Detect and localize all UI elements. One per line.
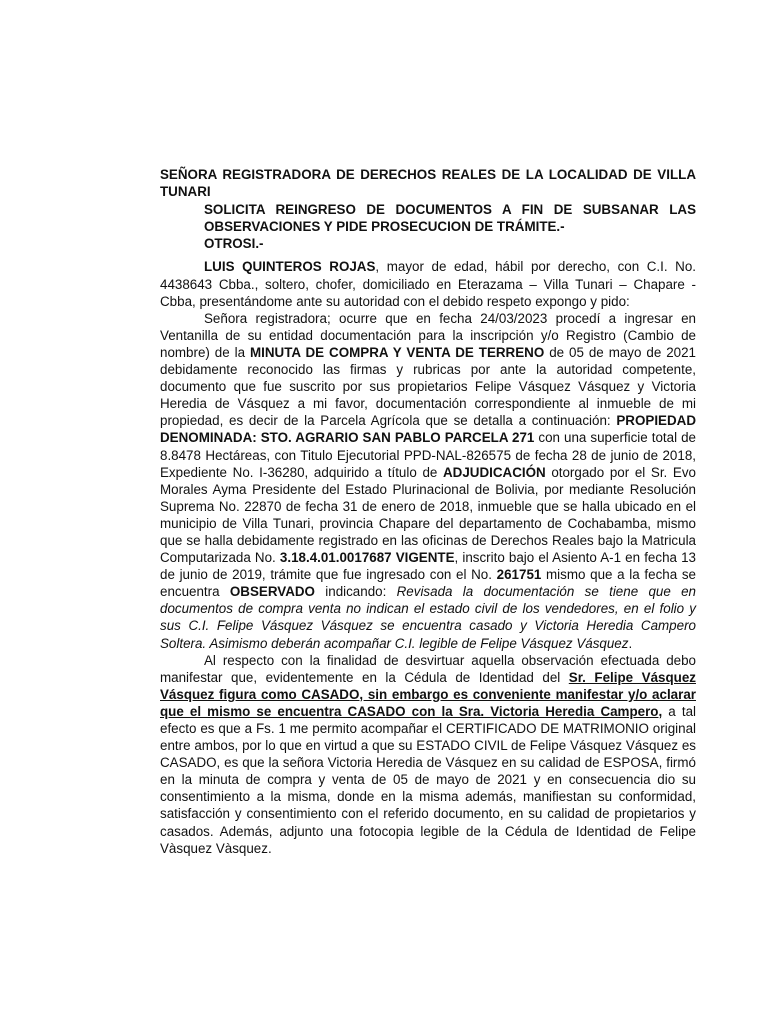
document-body [160, 166, 696, 857]
sumilla-request: SOLICITA REINGRESO DE DOCUMENTOS A FIN DE SUBSANAR LAS OBSERVACIONES Y PIDE PROSECUCION DE TRÁMITE.- [204, 202, 696, 235]
sumilla-otrosi: OTROSI.- [204, 236, 264, 252]
paragraph-intro [160, 258, 696, 309]
facts-text: indicando: [314, 584, 397, 600]
facts-text: mismo que a la fecha se encuentra [160, 567, 696, 600]
facts-text: . [628, 635, 633, 651]
facts-italic-observation: Revisada la documentación se tiene que en documentos de compra venta no indican el estado civil de los vendedores, en el folio y sus C.I. Felipe Vásquez Vásquez se encuentra casado y Victoria Heredia Campero Soltera. Asimismo deberán acompañar C.I. legible de Felipe Vásquez Vásquez [160, 584, 696, 651]
facts-text: Señora registradora; ocurre que en fecha 24/03/2023 procedí a ingresar en Ventanilla de su entidad documentación para la inscripción y/o Registro (Cambio de nombre) de la [160, 310, 696, 360]
facts-bold-observado: OBSERVADO [229, 584, 315, 600]
facts-text: , inscrito bajo el Asiento A-1 en fecha 13 de junio de 2019, trámite que fue ingresado con el No. [160, 550, 696, 583]
facts-bold-property: PROPIEDAD DENOMINADA: STO. AGRARIO SAN PABLO PARCELA 271 [160, 413, 696, 446]
facts-bold-minuta: MINUTA DE COMPRA Y VENTA DE TERRENO [250, 344, 545, 360]
facts-text: otorgado por el Sr. Evo Morales Ayma Presidente del Estado Plurinacional de Bolivia, por mediante Resolución Suprema No. 22870 de fecha 31 de enero de 2018, inmueble que se halla ubicado en el municipio de Villa Tunari, provincia Chapare del departamento de Cochabamba, mismo que se halla debidamente registrado en las oficinas de Derechos Reales bajo la Matricula Computarizada No. [160, 464, 697, 566]
facts-text: con una superficie total de 8.8478 Hectáreas, con Titulo Ejecutorial PPD-NAL-826575 de fecha 28 de junio de 2018, Expediente No. I-36280, adquirido a título de [160, 430, 696, 480]
argument-text: Al respecto con la finalidad de desvirtuar aquella observación efectuada debo manifestar que, evidentemente en la Cédula de Identidad del [160, 652, 696, 685]
facts-text: de 05 de mayo de 2021 debidamente reconocido las firmas y rubricas por ante la autoridad competente, documento que fue suscrito por sus propietarios Felipe Vásquez Vásquez y Victoria Heredia de Vásquez a mi favor, documentación correspondiente al inmueble de mi propiedad, es decir de la Parcela Agrícola que se detalla a continuación: [160, 344, 697, 429]
intro-text: , mayor de edad, hábil por derecho, con C.I. No. 4438643 Cbba., soltero, chofer, domiciliado en Eterazama – Villa Tunari – Chapare - Cbba, presentándome ante su autoridad con el debido respeto expongo y pido: [160, 259, 697, 309]
sumilla-block [204, 201, 696, 252]
petitioner-name: LUIS QUINTEROS ROJAS [204, 259, 376, 275]
paragraph-facts [160, 310, 696, 652]
facts-bold-matricula: 3.18.4.01.0017687 VIGENTE [279, 550, 455, 566]
argument-bold-underlined: Sr. Felipe Vásquez Vásquez figura como CASADO, sin embargo es conveniente manifestar y/o aclarar que el mismo se encuentra CASADO con la Sra. Victoria Heredia Campero, [160, 669, 696, 719]
addressee-heading: SEÑORA REGISTRADORA DE DERECHOS REALES DE LA LOCALIDAD DE VILLA TUNARI [160, 167, 696, 200]
facts-bold-adjudicacion: ADJUDICACIÓN [443, 464, 546, 480]
paragraph-argument [160, 652, 696, 857]
argument-text: a tal efecto es que a Fs. 1 me permito acompañar el CERTIFICADO DE MATRIMONIO original entre ambos, por lo que en virtud a que su ESTADO CIVIL de Felipe Vásquez Vásquez es CASADO, es que la señora Victoria Heredia de Vásquez en su calidad de ESPOSA, firmó en la minuta de compra y venta de 05 de mayo de 2021 y en consecuencia dio su consentimiento a la misma, donde en la misma además, manifiestan su conformidad, satisfacción y consentimiento con el referido documento, en su calidad de propietarios y casados. Además, adjunto una fotocopia legible de la Cédula de Identidad de Felipe Vàsquez Vàsquez. [160, 703, 696, 856]
facts-bold-tramite-number: 261751 [496, 567, 542, 583]
